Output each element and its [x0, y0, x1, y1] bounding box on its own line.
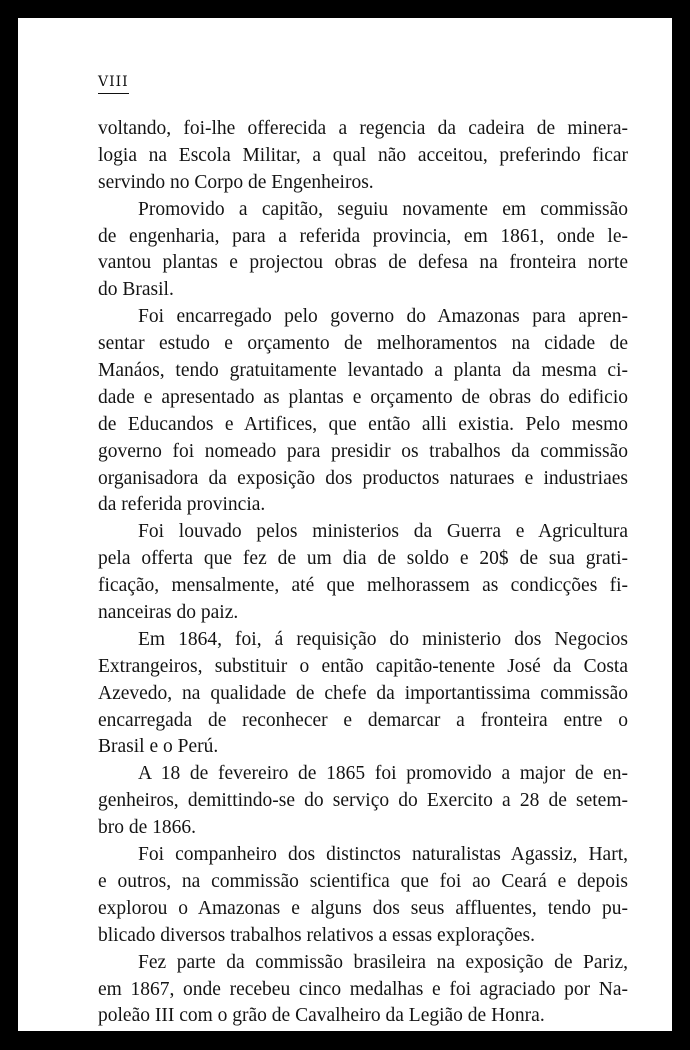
text-line: governo foi nomeado para presidir os trabalhos da commissão — [98, 440, 628, 462]
text-line: Foi encarregado pelo governo do Amazonas para apren- — [138, 306, 628, 328]
text-line: Fez parte da commissão brasileira na exposição de Pariz, — [138, 951, 628, 973]
text-line: do Brasil. — [98, 279, 174, 301]
text-line: nanceiras do paiz. — [98, 602, 239, 624]
text-line: organisadora da exposição dos productos naturaes e industriaes — [98, 467, 628, 489]
text-line: Em 1864, foi, á requisição do ministerio dos Negocios — [138, 628, 628, 650]
text-line: bro de 1866. — [98, 817, 197, 839]
text-line: Extrangeiros, substituir o então capitão-tenente José da Costa — [98, 655, 628, 677]
text-line: pela offerta que fez de um dia de soldo e 20$ de sua grati- — [98, 548, 628, 570]
text-line: Foi louvado pelos ministerios da Guerra e Agricultura — [138, 521, 628, 543]
body-text — [98, 116, 628, 1030]
text-line: sentar estudo e orçamento de melhoramentos na cidade de — [98, 333, 628, 355]
text-line: A 18 de fevereiro de 1865 foi promovido a major de en- — [138, 763, 628, 785]
text-line: dade e apresentado as plantas e orçamento de obras do edificio — [98, 386, 628, 408]
text-line: ficação, mensalmente, até que melhorassem as condicções fi- — [98, 575, 628, 597]
text-line: vantou plantas e projectou obras de defesa na fronteira norte — [98, 252, 628, 274]
text-line: de Educandos e Artifices, que então alli existia. Pelo mesmo — [98, 413, 628, 435]
text-line: servindo no Corpo de Engenheiros. — [98, 171, 374, 193]
page-number: VIII — [98, 74, 129, 94]
text-line: Azevedo, na qualidade de chefe da importantissima commissão — [98, 682, 628, 704]
text-line: Promovido a capitão, seguiu novamente em commissão — [138, 198, 628, 220]
text-line: Brasil e o Perú. — [98, 736, 219, 758]
text-line: logia na Escola Militar, a qual não acceitou, preferindo ficar — [98, 144, 628, 166]
text-line: voltando, foi-lhe offerecida a regencia da cadeira de minera- — [98, 118, 628, 139]
text-line: e outros, na commissão scientifica que foi ao Ceará e depois — [98, 870, 628, 892]
text-line: genheiros, demittindo-se do serviço do Exercito a 28 de setem- — [98, 790, 628, 812]
book-page — [18, 18, 672, 1031]
text-line: da referida provincia. — [98, 494, 266, 516]
text-line: encarregada de reconhecer e demarcar a fronteira entre o — [98, 709, 628, 731]
text-line: em 1867, onde recebeu cinco medalhas e foi agraciado por Na- — [98, 978, 628, 1000]
text-line: blicado diversos trabalhos relativos a essas explorações. — [98, 924, 535, 946]
text-line: de engenharia, para a referida provincia, em 1861, onde le- — [98, 225, 628, 247]
text-line: poleão III com o grão de Cavalheiro da Legião de Honra. — [98, 1005, 545, 1027]
text-line: explorou o Amazonas e alguns dos seus affluentes, tendo pu- — [98, 897, 628, 919]
text-line: Foi companheiro dos distinctos naturalistas Agassiz, Hart, — [138, 844, 628, 866]
text-line: Manáos, tendo gratuitamente levantado a planta da mesma ci- — [98, 360, 628, 382]
